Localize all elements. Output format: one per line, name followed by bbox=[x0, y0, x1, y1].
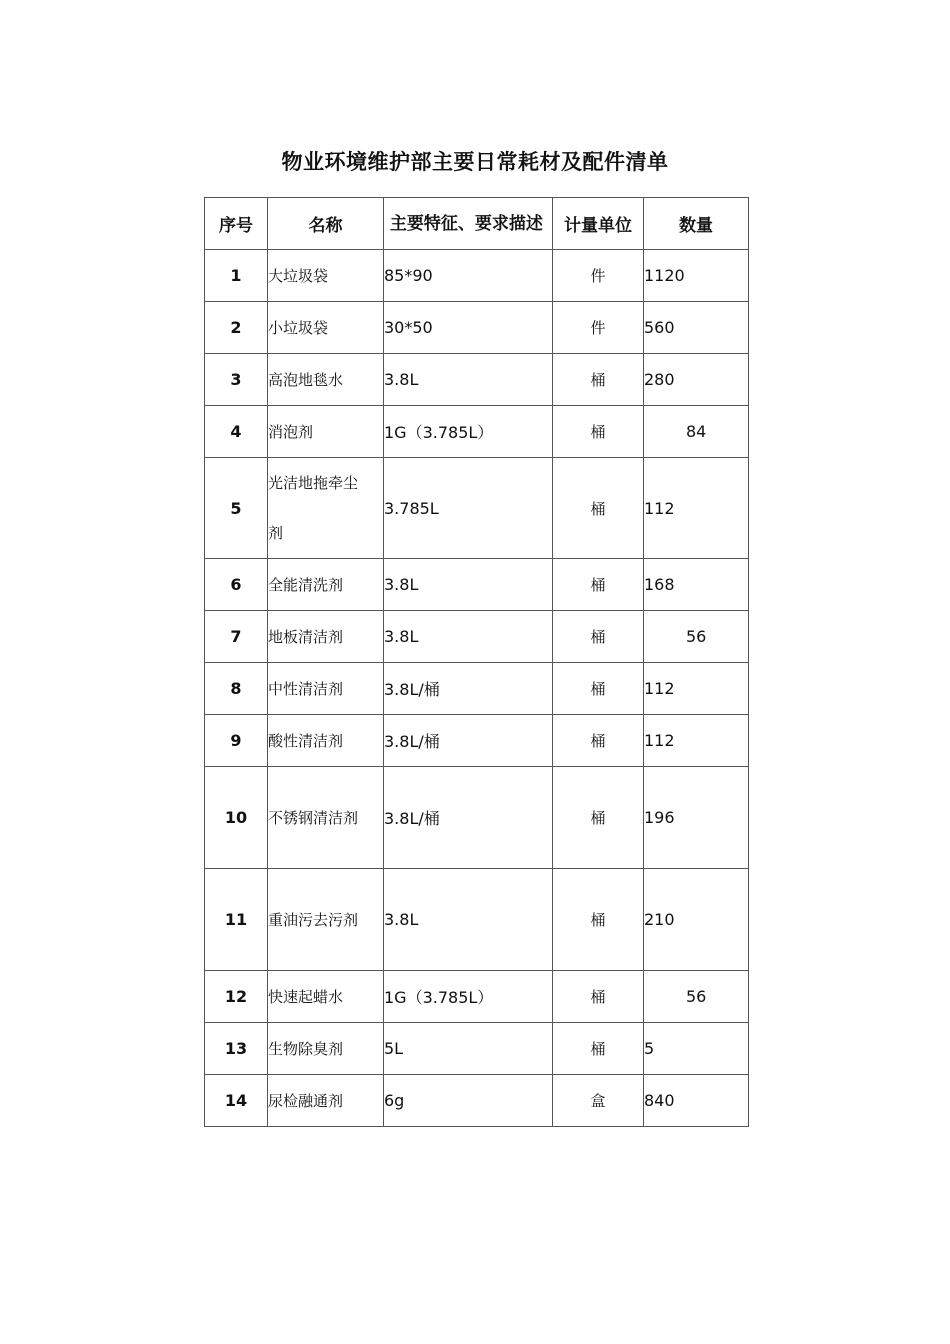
row-number: 14 bbox=[205, 1075, 268, 1127]
item-qty: 112 bbox=[644, 715, 749, 767]
consumables-table bbox=[204, 197, 749, 1127]
item-name: 尿检融通剂 bbox=[268, 1075, 384, 1127]
table-row bbox=[205, 715, 749, 767]
row-number: 13 bbox=[205, 1023, 268, 1075]
item-name: 消泡剂 bbox=[268, 406, 384, 458]
row-number: 5 bbox=[205, 458, 268, 559]
header-qty: 数量 bbox=[644, 198, 749, 250]
table-row bbox=[205, 559, 749, 611]
item-name: 光洁地拖牵尘剂 bbox=[268, 458, 384, 559]
item-unit: 桶 bbox=[553, 611, 644, 663]
item-name: 地板清洁剂 bbox=[268, 611, 384, 663]
item-name: 中性清洁剂 bbox=[268, 663, 384, 715]
item-qty: 840 bbox=[644, 1075, 749, 1127]
item-name: 生物除臭剂 bbox=[268, 1023, 384, 1075]
item-qty: 196 bbox=[644, 767, 749, 869]
item-desc: 3.8L/桶 bbox=[384, 767, 553, 869]
item-desc: 3.785L bbox=[384, 458, 553, 559]
item-desc: 1G（3.785L） bbox=[384, 406, 553, 458]
item-qty: 5 bbox=[644, 1023, 749, 1075]
item-qty: 84 bbox=[644, 406, 749, 458]
row-number: 9 bbox=[205, 715, 268, 767]
item-name: 重油污去污剂 bbox=[268, 869, 384, 971]
header-num: 序号 bbox=[205, 198, 268, 250]
table-row bbox=[205, 1075, 749, 1127]
item-qty: 112 bbox=[644, 458, 749, 559]
item-unit: 桶 bbox=[553, 715, 644, 767]
item-unit: 桶 bbox=[553, 869, 644, 971]
row-number: 12 bbox=[205, 971, 268, 1023]
header-unit: 计量单位 bbox=[553, 198, 644, 250]
table-row bbox=[205, 458, 749, 559]
header-name: 名称 bbox=[268, 198, 384, 250]
table-row bbox=[205, 302, 749, 354]
item-desc: 3.8L/桶 bbox=[384, 715, 553, 767]
item-desc: 3.8L bbox=[384, 869, 553, 971]
table-row bbox=[205, 406, 749, 458]
row-number: 6 bbox=[205, 559, 268, 611]
table-row bbox=[205, 663, 749, 715]
item-unit: 桶 bbox=[553, 354, 644, 406]
row-number: 11 bbox=[205, 869, 268, 971]
item-desc: 3.8L bbox=[384, 354, 553, 406]
item-qty: 1120 bbox=[644, 250, 749, 302]
item-name: 酸性清洁剂 bbox=[268, 715, 384, 767]
item-qty: 560 bbox=[644, 302, 749, 354]
item-desc: 5L bbox=[384, 1023, 553, 1075]
item-unit: 桶 bbox=[553, 406, 644, 458]
item-qty: 210 bbox=[644, 869, 749, 971]
item-unit: 件 bbox=[553, 250, 644, 302]
table-row bbox=[205, 869, 749, 971]
row-number: 4 bbox=[205, 406, 268, 458]
item-qty: 168 bbox=[644, 559, 749, 611]
table-row bbox=[205, 250, 749, 302]
row-number: 2 bbox=[205, 302, 268, 354]
table-row bbox=[205, 767, 749, 869]
row-number: 7 bbox=[205, 611, 268, 663]
table-header-row bbox=[205, 198, 749, 250]
item-unit: 桶 bbox=[553, 1023, 644, 1075]
item-desc: 3.8L bbox=[384, 559, 553, 611]
item-desc: 3.8L/桶 bbox=[384, 663, 553, 715]
table-row bbox=[205, 611, 749, 663]
item-unit: 桶 bbox=[553, 971, 644, 1023]
item-qty: 112 bbox=[644, 663, 749, 715]
item-qty: 56 bbox=[644, 971, 749, 1023]
table-row bbox=[205, 971, 749, 1023]
item-name: 大垃圾袋 bbox=[268, 250, 384, 302]
item-unit: 盒 bbox=[553, 1075, 644, 1127]
row-number: 10 bbox=[205, 767, 268, 869]
table-row bbox=[205, 354, 749, 406]
item-name: 高泡地毯水 bbox=[268, 354, 384, 406]
item-name: 全能清洗剂 bbox=[268, 559, 384, 611]
item-desc: 6g bbox=[384, 1075, 553, 1127]
item-unit: 桶 bbox=[553, 458, 644, 559]
table-row bbox=[205, 1023, 749, 1075]
item-qty: 280 bbox=[644, 354, 749, 406]
item-desc: 30*50 bbox=[384, 302, 553, 354]
item-qty: 56 bbox=[644, 611, 749, 663]
item-unit: 桶 bbox=[553, 663, 644, 715]
header-desc: 主要特征、要求描述 bbox=[384, 198, 553, 250]
item-unit: 件 bbox=[553, 302, 644, 354]
item-unit: 桶 bbox=[553, 559, 644, 611]
page-title: 物业环境维护部主要日常耗材及配件清单 bbox=[281, 150, 669, 174]
item-name: 不锈钢清洁剂 bbox=[268, 767, 384, 869]
item-desc: 1G（3.785L） bbox=[384, 971, 553, 1023]
item-desc: 85*90 bbox=[384, 250, 553, 302]
item-name: 快速起蜡水 bbox=[268, 971, 384, 1023]
item-name: 小垃圾袋 bbox=[268, 302, 384, 354]
row-number: 8 bbox=[205, 663, 268, 715]
row-number: 3 bbox=[205, 354, 268, 406]
item-unit: 桶 bbox=[553, 767, 644, 869]
item-desc: 3.8L bbox=[384, 611, 553, 663]
row-number: 1 bbox=[205, 250, 268, 302]
